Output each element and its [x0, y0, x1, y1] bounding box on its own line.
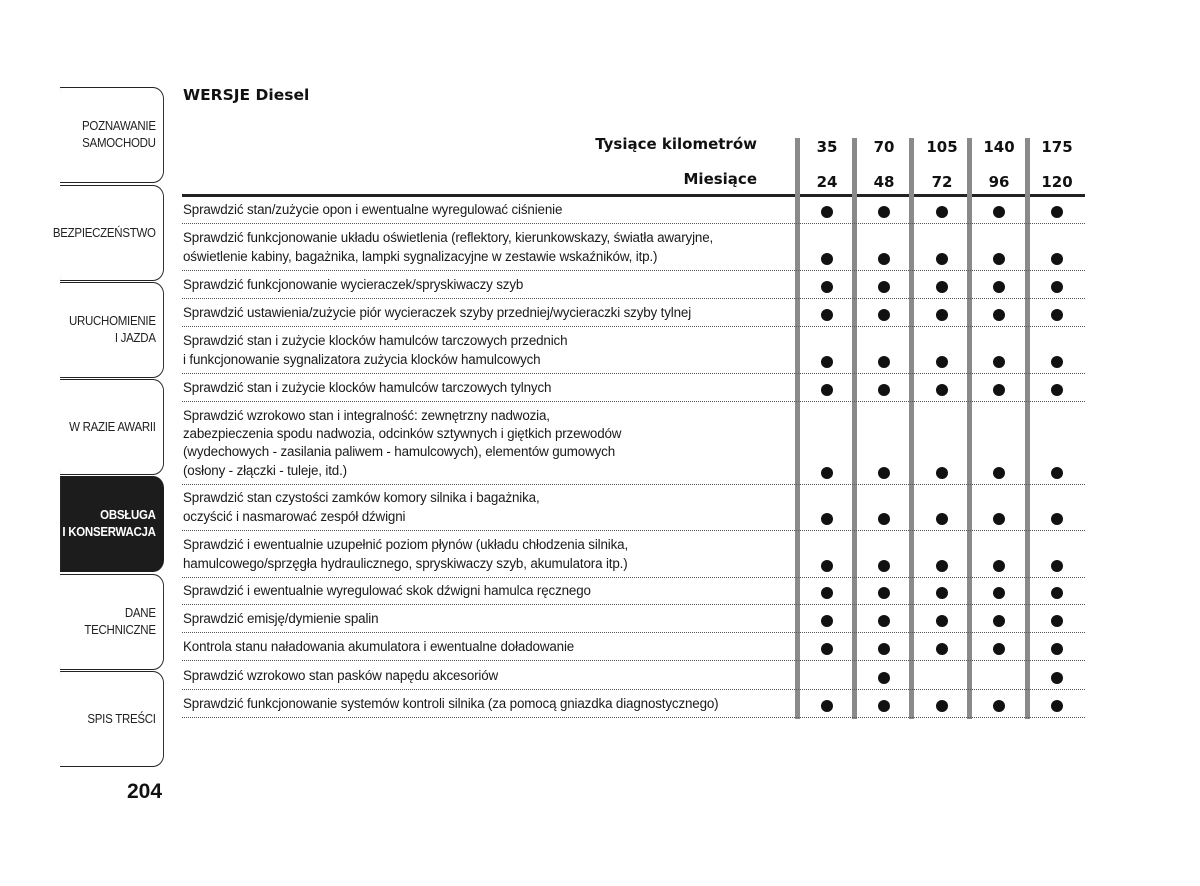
- chapter-tab-label: W RAZIE AWARII: [69, 419, 156, 434]
- check-dot: [878, 615, 890, 627]
- check-dot: [936, 206, 948, 218]
- check-dot: [1051, 206, 1063, 218]
- check-dot: [993, 356, 1005, 368]
- check-dot: [878, 281, 890, 293]
- table-row: [182, 197, 1085, 224]
- chapter-tab-label: SPIS TREŚCI: [87, 711, 156, 726]
- check-dot: [936, 513, 948, 525]
- chapter-tab-label: OBSŁUGA I KONSERWACJA: [62, 508, 156, 539]
- chapter-tab-3[interactable]: [60, 282, 164, 378]
- inspection-task: Sprawdzić stan i zużycie klocków hamulców tarczowych przednich i funkcjonowanie sygnalizatora zużycia klocków hamulcowych: [183, 333, 568, 367]
- check-dot: [936, 253, 948, 265]
- check-dot: [821, 384, 833, 396]
- check-dot: [878, 309, 890, 321]
- check-dot: [878, 384, 890, 396]
- table-row: [182, 633, 1085, 661]
- km-header-label: Tysiące kilometrów: [595, 135, 757, 153]
- check-dot: [936, 384, 948, 396]
- check-dot: [936, 643, 948, 655]
- inspection-task: Sprawdzić ustawienia/zużycie piór wycieraczek szyby przedniej/wycieraczki szyby tylnej: [183, 304, 692, 320]
- table-row: [182, 578, 1085, 605]
- month-value: 72: [931, 173, 953, 191]
- table-row: [182, 690, 1085, 718]
- inspection-task: Sprawdzić funkcjonowanie układu oświetlenia (reflektory, kierunkowskazy, światła awaryjne, oświetlenie kabiny, bagażnika, lampki sygnalizacyjne w zestawie wskaźników, itp.): [183, 230, 714, 264]
- section-title: WERSJE Diesel: [183, 86, 310, 104]
- check-dot: [936, 700, 948, 712]
- check-dot: [821, 643, 833, 655]
- check-dot: [1051, 672, 1063, 684]
- month-value: 96: [988, 173, 1010, 191]
- check-dot: [878, 513, 890, 525]
- km-value: 35: [816, 138, 838, 156]
- table-row: [182, 327, 1085, 374]
- inspection-task: Sprawdzić i ewentualnie wyregulować skok dźwigni hamulca ręcznego: [183, 582, 591, 598]
- chapter-tab-6[interactable]: [60, 574, 164, 670]
- check-dot: [1051, 700, 1063, 712]
- table-row: [182, 224, 1085, 271]
- check-dot: [993, 206, 1005, 218]
- inspection-task: Sprawdzić stan czystości zamków komory silnika i bagażnika, oczyścić i nasmarować zespół dźwigni: [183, 490, 540, 524]
- inspection-task: Sprawdzić stan i zużycie klocków hamulców tarczowych tylnych: [183, 379, 552, 395]
- check-dot: [993, 281, 1005, 293]
- chapter-tab-5[interactable]: [60, 476, 164, 572]
- check-dot: [1051, 643, 1063, 655]
- inspection-task: Sprawdzić wzrokowo stan i integralność: zewnętrzny nadwozia, zabezpieczenia spodu nadwozia, odcinków sztywnych i giętkich przewodów (wydechowych - zasilania paliwem - hamulcowych), elementów gumowych (osłony - złączki - tuleje, itd.): [183, 407, 622, 478]
- check-dot: [993, 615, 1005, 627]
- check-dot: [1051, 615, 1063, 627]
- check-dot: [936, 560, 948, 572]
- check-dot: [878, 467, 890, 479]
- check-dot: [993, 253, 1005, 265]
- inspection-task: Sprawdzić funkcjonowanie wycieraczek/spryskiwaczy szyb: [183, 276, 524, 292]
- months-header-label: Miesiące: [683, 170, 757, 188]
- check-dot: [1051, 560, 1063, 572]
- chapter-tab-7[interactable]: [60, 671, 164, 767]
- check-dot: [821, 513, 833, 525]
- check-dot: [993, 467, 1005, 479]
- check-dot: [993, 700, 1005, 712]
- check-dot: [993, 513, 1005, 525]
- check-dot: [1051, 356, 1063, 368]
- check-dot: [1051, 467, 1063, 479]
- inspection-task: Sprawdzić funkcjonowanie systemów kontroli silnika (za pomocą gniazdka diagnostycznego): [183, 695, 719, 711]
- check-dot: [936, 356, 948, 368]
- chapter-tab-label: BEZPIECZEŃSTWO: [52, 225, 156, 240]
- check-dot: [993, 587, 1005, 599]
- check-dot: [821, 309, 833, 321]
- check-dot: [821, 615, 833, 627]
- chapter-tab-1[interactable]: [60, 87, 164, 183]
- chapter-tab-4[interactable]: [60, 379, 164, 475]
- km-value: 70: [873, 138, 895, 156]
- table-row: [182, 402, 1085, 485]
- inspection-task: Sprawdzić stan/zużycie opon i ewentualne wyregulować ciśnienie: [183, 201, 563, 217]
- page-number: 204: [127, 780, 163, 803]
- table-row: [182, 374, 1085, 402]
- check-dot: [821, 467, 833, 479]
- check-dot: [1051, 587, 1063, 599]
- check-dot: [1051, 513, 1063, 525]
- check-dot: [1051, 281, 1063, 293]
- chapter-tab-label: DANE TECHNICZNE: [84, 606, 156, 637]
- km-value: 105: [926, 138, 958, 156]
- inspection-task: Kontrola stanu naładowania akumulatora i ewentualne doładowanie: [183, 638, 575, 654]
- check-dot: [821, 700, 833, 712]
- check-dot: [993, 560, 1005, 572]
- check-dot: [878, 700, 890, 712]
- check-dot: [993, 384, 1005, 396]
- check-dot: [1051, 253, 1063, 265]
- check-dot: [821, 560, 833, 572]
- check-dot: [936, 615, 948, 627]
- check-dot: [878, 206, 890, 218]
- km-value: 140: [983, 138, 1015, 156]
- row-divider: [182, 717, 1085, 718]
- check-dot: [878, 560, 890, 572]
- check-dot: [1051, 309, 1063, 321]
- check-dot: [993, 309, 1005, 321]
- inspection-task: Sprawdzić i ewentualnie uzupełnić poziom płynów (układu chłodzenia silnika, hamulcowego/sprzęgła hydraulicznego, spryskiwaczy szyb, akumulatora itp.): [183, 537, 629, 571]
- table-row: [182, 271, 1085, 299]
- check-dot: [878, 672, 890, 684]
- check-dot: [936, 309, 948, 321]
- check-dot: [878, 587, 890, 599]
- month-value: 48: [873, 173, 895, 191]
- inspection-task: Sprawdzić wzrokowo stan pasków napędu akcesoriów: [183, 667, 499, 683]
- table-row: [182, 299, 1085, 327]
- check-dot: [878, 253, 890, 265]
- table-row: [182, 661, 1085, 690]
- check-dot: [821, 587, 833, 599]
- check-dot: [993, 643, 1005, 655]
- check-dot: [821, 281, 833, 293]
- check-dot: [936, 587, 948, 599]
- table-row: [182, 605, 1085, 633]
- table-row: [182, 531, 1085, 578]
- month-value: 24: [816, 173, 838, 191]
- table-row: [182, 485, 1085, 531]
- inspection-task: Sprawdzić emisję/dymienie spalin: [183, 610, 379, 626]
- chapter-tab-2[interactable]: [52, 185, 164, 281]
- check-dot: [878, 643, 890, 655]
- km-value: 175: [1041, 138, 1073, 156]
- check-dot: [878, 356, 890, 368]
- chapter-tab-label: URUCHOMIENIE I JAZDA: [68, 314, 156, 345]
- check-dot: [821, 253, 833, 265]
- check-dot: [936, 281, 948, 293]
- check-dot: [1051, 384, 1063, 396]
- check-dot: [936, 467, 948, 479]
- chapter-tab-label: POZNAWANIE SAMOCHODU: [82, 119, 156, 150]
- month-value: 120: [1041, 173, 1073, 191]
- check-dot: [821, 206, 833, 218]
- check-dot: [821, 356, 833, 368]
